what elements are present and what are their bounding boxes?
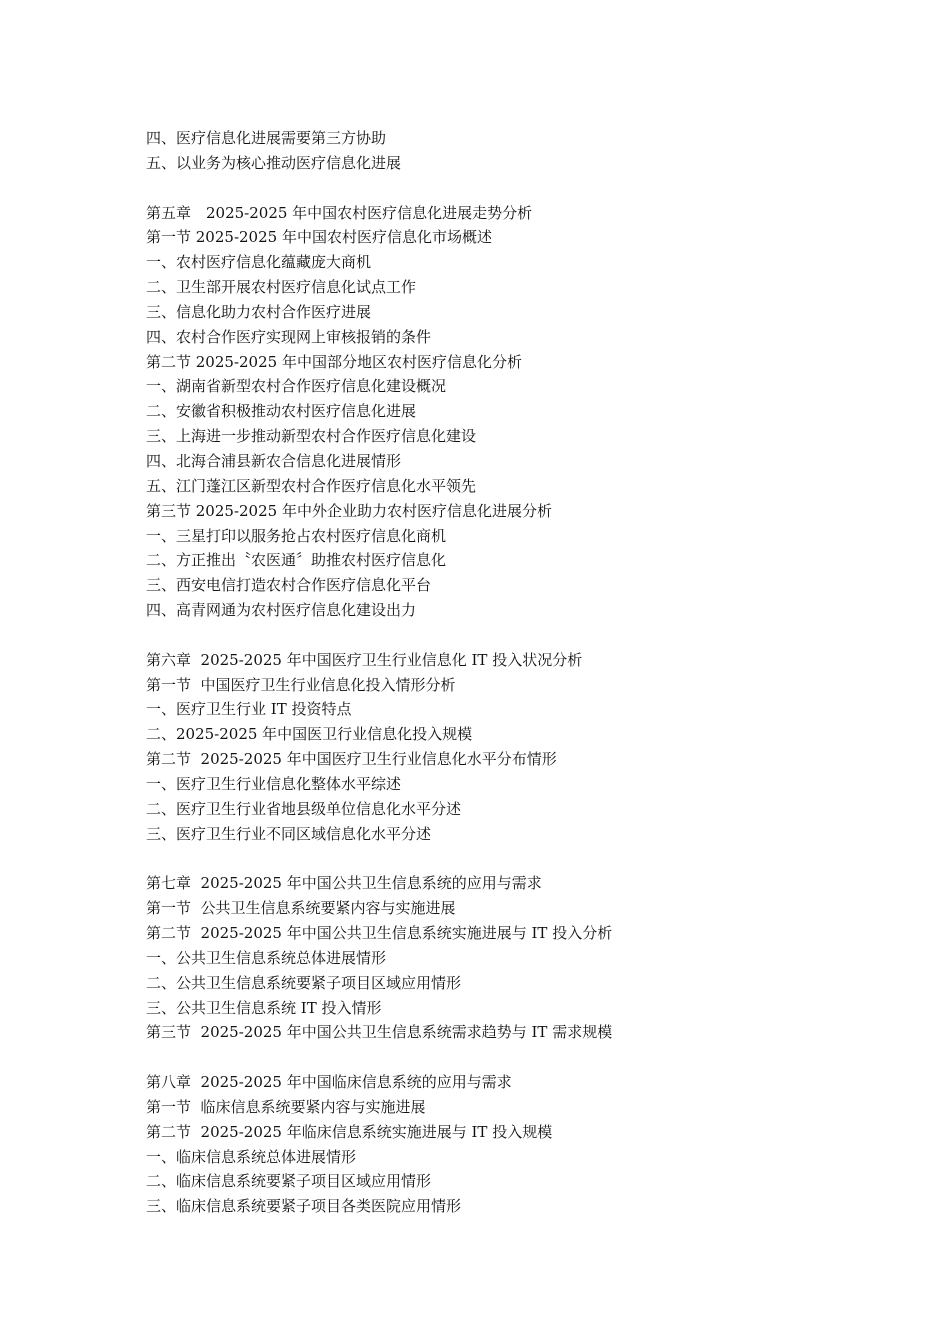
toc-item: 三、信息化助力农村合作医疗进展 [146,302,372,321]
toc-item: 二、方正推出〝农医通〞助推农村医疗信息化 [146,551,447,570]
toc-item: 一、临床信息系统总体进展情形 [146,1147,357,1166]
toc-section-heading: 第一节 2025-2025 年中国农村医疗信息化市场概述 [146,228,492,247]
toc-item: 一、公共卫生信息系统总体进展情形 [146,948,387,967]
toc-section-heading: 第一节 临床信息系统要紧内容与实施进展 [146,1097,426,1116]
blank-line [146,176,906,201]
toc-item: 三、西安电信打造农村合作医疗信息化平台 [146,576,432,595]
toc-item: 二、医疗卫生行业省地县级单位信息化水平分述 [146,799,462,818]
toc-item: 三、公共卫生信息系统 IT 投入情形 [146,998,382,1017]
toc-section-heading: 第一节 公共卫生信息系统要紧内容与实施进展 [146,899,456,918]
document-body [146,126,906,1219]
toc-section-heading: 第三节 2025-2025 年中外企业助力农村医疗信息化进展分析 [146,501,552,520]
toc-item: 一、三星打印以服务抢占农村医疗信息化商机 [146,526,447,545]
toc-item: 四、北海合浦县新农合信息化进展情形 [146,451,402,470]
toc-section-heading: 第二节 2025-2025 年临床信息系统实施进展与 IT 投入规模 [146,1122,553,1141]
toc-item: 五、江门蓬江区新型农村合作医疗信息化水平领先 [146,476,477,495]
toc-item: 三、医疗卫生行业不同区域信息化水平分述 [146,824,432,843]
toc-item: 二、公共卫生信息系统要紧子项目区域应用情形 [146,973,462,992]
blank-line [146,846,906,871]
toc-item: 一、湖南省新型农村合作医疗信息化建设概况 [146,377,447,396]
toc-item: 二、临床信息系统要紧子项目区域应用情形 [146,1172,432,1191]
toc-section-heading: 第二节 2025-2025 年中国公共卫生信息系统实施进展与 IT 投入分析 [146,924,613,942]
blank-line [146,1045,906,1070]
toc-section-heading: 第一节 中国医疗卫生行业信息化投入情形分析 [146,675,456,694]
toc-item: 三、上海进一步推动新型农村合作医疗信息化建设 [146,427,477,446]
toc-item: 一、农村医疗信息化蕴藏庞大商机 [146,253,372,272]
toc-item: 一、医疗卫生行业信息化整体水平综述 [146,774,402,793]
toc-section-heading: 第三节 2025-2025 年中国公共卫生信息系统需求趋势与 IT 需求规模 [146,1023,613,1042]
toc-item: 四、医疗信息化进展需要第三方协助 [146,129,387,147]
toc-item: 四、高青网通为农村医疗信息化建设出力 [146,601,417,620]
toc-section-heading: 第二节 2025-2025 年中国医疗卫生行业信息化水平分布情形 [146,750,557,769]
toc-item: 一、医疗卫生行业 IT 投资特点 [146,700,352,719]
toc-chapter-heading: 第八章 2025-2025 年中国临床信息系统的应用与需求 [146,1073,512,1092]
blank-line [146,623,906,648]
toc-item: 四、农村合作医疗实现网上审核报销的条件 [146,327,432,346]
toc-section-heading: 第二节 2025-2025 年中国部分地区农村医疗信息化分析 [146,352,522,371]
toc-item: 二、卫生部开展农村医疗信息化试点工作 [146,278,417,297]
toc-item: 三、临床信息系统要紧子项目各类医院应用情形 [146,1197,462,1216]
toc-item: 五、以业务为核心推动医疗信息化进展 [146,153,402,172]
toc-item: 二、安徽省积极推动农村医疗信息化进展 [146,402,417,421]
toc-chapter-heading: 第七章 2025-2025 年中国公共卫生信息系统的应用与需求 [146,874,542,893]
toc-item: 二、2025-2025 年中国医卫行业信息化投入规模 [146,725,473,744]
toc-chapter-heading: 第五章 2025-2025 年中国农村医疗信息化进展走势分析 [146,203,533,222]
toc-chapter-heading: 第六章 2025-2025 年中国医疗卫生行业信息化 IT 投入状况分析 [146,650,583,669]
